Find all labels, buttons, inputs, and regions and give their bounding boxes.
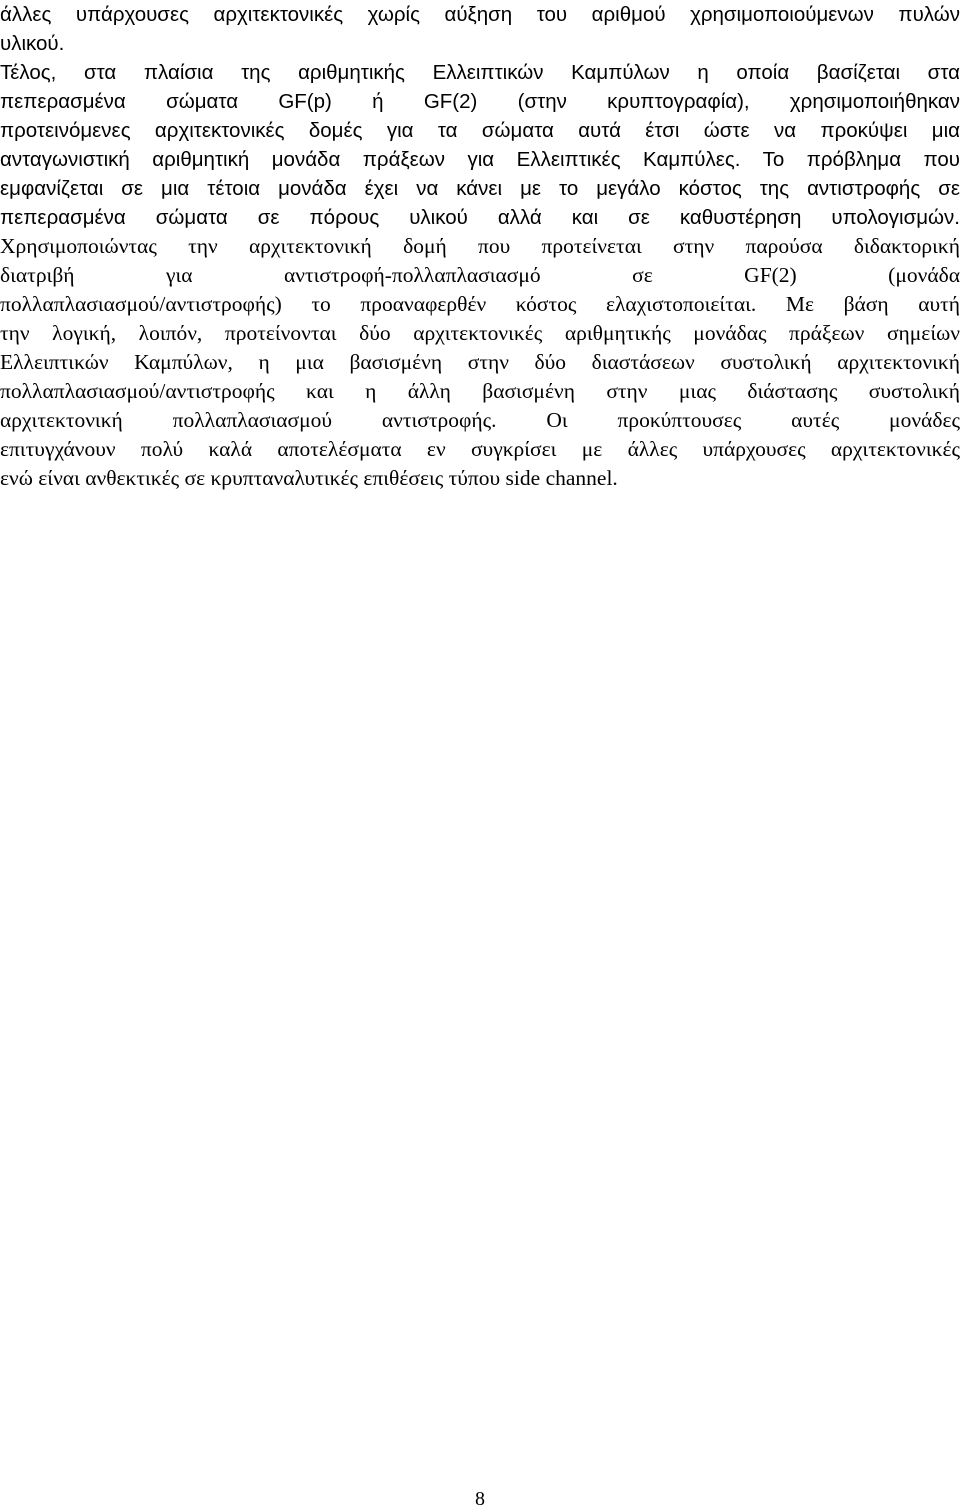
- text-line-15: αρχιτεκτονική πολλαπλασιασμού αντιστροφής. Οι προκύπτουσες αυτές μονάδες: [0, 408, 960, 432]
- text-line-9: Χρησιμοποιώντας την αρχιτεκτονική δομή που προτείνεται στην παρούσα διδακτορική: [0, 234, 960, 258]
- text-line-14: πολλαπλασιασμού/αντιστροφής και η άλλη βασισμένη στην μιας διάστασης συστολική: [0, 379, 960, 403]
- text-line-1: άλλες υπάρχουσες αρχιτεκτονικές χωρίς αύξηση του αριθμού χρησιμοποιούμενων πυλών: [0, 3, 960, 26]
- text-line-6: ανταγωνιστική αριθμητική μονάδα πράξεων για Ελλειπτικές Καμπύλες. Το πρόβλημα που: [0, 148, 960, 171]
- text-line-11: πολλαπλασιασμού/αντιστροφής) το προαναφερθέν κόστος ελαχιστοποιείται. Με βάση αυτή: [0, 292, 960, 316]
- body-paragraphs: [0, 0, 960, 493]
- text-line-12: την λογική, λοιπόν, προτείνονται δύο αρχιτεκτονικές αριθμητικής μονάδας πράξεων σημείων: [0, 321, 960, 345]
- text-line-10: διατριβή για αντιστροφή-πολλαπλασιασμό σε GF(2) (μονάδα: [0, 263, 960, 287]
- page-number: 8: [475, 1488, 485, 1510]
- text-line-3: Τέλος, στα πλαίσια της αριθμητικής Ελλειπτικών Καμπύλων η οποία βασίζεται στα: [0, 61, 960, 84]
- text-line-16: επιτυγχάνουν πολύ καλά αποτελέσματα εν συγκρίσει με άλλες υπάρχουσες αρχιτεκτονικές: [0, 437, 960, 461]
- text-line-4: πεπερασμένα σώματα GF(p) ή GF(2) (στην κρυπτογραφία), χρησιμοποιήθηκαν: [0, 90, 960, 113]
- text-line-13: Ελλειπτικών Καμπύλων, η μια βασισμένη στην δύο διαστάσεων συστολική αρχιτεκτονική: [0, 350, 960, 374]
- text-line-17: ενώ είναι ανθεκτικές σε κρυπταναλυτικές επιθέσεις τύπου side channel.: [0, 466, 618, 490]
- text-line-8: πεπερασμένα σώματα σε πόρους υλικού αλλά και σε καθυστέρηση υπολογισμών.: [0, 206, 960, 229]
- text-line-2: υλικού.: [0, 32, 65, 55]
- text-line-5: προτεινόμενες αρχιτεκτονικές δομές για τα σώματα αυτά έτσι ώστε να προκύψει μια: [0, 119, 960, 142]
- text-line-7: εμφανίζεται σε μια τέτοια μονάδα έχει να κάνει με το μεγάλο κόστος της αντιστροφής σε: [0, 177, 960, 200]
